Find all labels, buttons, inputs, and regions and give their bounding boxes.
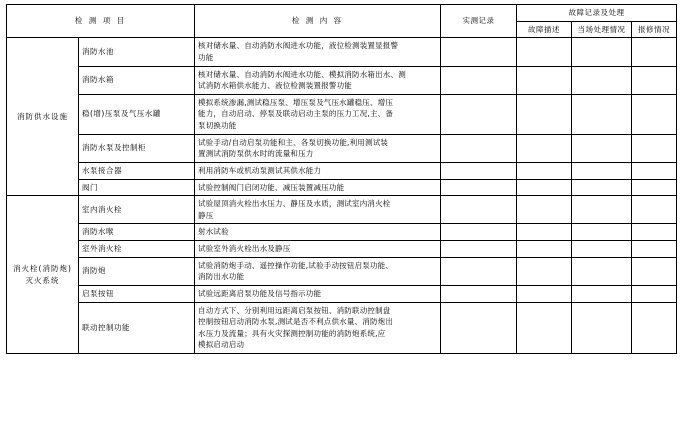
record-cell[interactable] <box>441 94 517 134</box>
inspection-content-line: 核对储水量、自动消防水阀进水功能，液位检测装置显报警 <box>198 41 399 51</box>
inspection-content <box>195 196 441 224</box>
fault-repair-cell[interactable] <box>632 285 677 302</box>
fault-repair-cell[interactable] <box>632 302 677 354</box>
record-cell[interactable] <box>441 38 517 66</box>
table-row <box>7 196 677 224</box>
inspection-item: 消防水喉 <box>79 224 195 241</box>
fault-repair-cell[interactable] <box>632 224 677 241</box>
record-cell[interactable] <box>441 285 517 302</box>
fault-onsite-cell[interactable] <box>572 285 632 302</box>
fault-onsite-cell[interactable] <box>572 241 632 258</box>
inspection-content-line: 模拟系统渗漏,测试稳压泵、增压泵及气压水罐稳压、增压 <box>198 97 394 107</box>
fault-description-cell[interactable] <box>517 66 572 94</box>
fault-onsite-cell[interactable] <box>572 162 632 179</box>
table-row <box>7 134 677 162</box>
inspection-content <box>195 94 441 134</box>
fault-repair-cell[interactable] <box>632 196 677 224</box>
inspection-content-line: 试验消防炮手动、遥控操作功能,试验手动按钮启泵功能、 <box>198 260 394 270</box>
table-header-row-1 <box>7 5 677 22</box>
inspection-content <box>195 224 441 241</box>
inspection-table <box>6 4 677 354</box>
fault-repair-cell[interactable] <box>632 179 677 196</box>
table-row <box>7 162 677 179</box>
fault-description-cell[interactable] <box>517 285 572 302</box>
inspection-content-line: 试验屋顶消火栓出水压力、静压及水质，测试室内消火栓 <box>198 199 391 209</box>
fault-description-cell[interactable] <box>517 94 572 134</box>
header-fault-description: 故障描述 <box>517 21 572 38</box>
inspection-content-line: 试验控制阀门启闭功能、减压装置减压功能 <box>198 182 345 192</box>
header-fault-onsite: 当场处理情况 <box>572 21 632 38</box>
table-row <box>7 302 677 354</box>
fault-onsite-cell[interactable] <box>572 66 632 94</box>
fault-onsite-cell[interactable] <box>572 134 632 162</box>
inspection-content-line: 能力，自动启动、停泵及联动启动主泵的压力工况,主、备 <box>198 109 394 119</box>
table-body <box>7 38 677 354</box>
inspection-content <box>195 179 441 196</box>
inspection-content <box>195 257 441 285</box>
table-row <box>7 257 677 285</box>
inspection-item: 消防水泵及控制柜 <box>79 134 195 162</box>
inspection-content-line: 试消防水箱供水能力、液位检测装置报警功能 <box>198 81 352 91</box>
group-label-text: 消防供水设施 <box>17 111 68 121</box>
inspection-content-line: 静压 <box>198 210 214 220</box>
fault-description-cell[interactable] <box>517 134 572 162</box>
inspection-content <box>195 241 441 258</box>
fault-description-cell[interactable] <box>517 257 572 285</box>
inspection-item: 消防炮 <box>79 257 195 285</box>
inspection-item: 消防水箱 <box>79 66 195 94</box>
inspection-content-line: 泵切换功能 <box>198 121 237 130</box>
inspection-item: 消防水池 <box>79 38 195 66</box>
fault-repair-cell[interactable] <box>632 162 677 179</box>
header-fault: 故障记录及处理 <box>517 5 677 22</box>
inspection-content <box>195 285 441 302</box>
fault-description-cell[interactable] <box>517 196 572 224</box>
group-label <box>7 196 79 354</box>
inspection-content-line: 水压力及流量；具有火灾探测控制功能的消防炮系统,应 <box>198 328 386 338</box>
fault-description-cell[interactable] <box>517 179 572 196</box>
record-cell[interactable] <box>441 196 517 224</box>
inspection-item: 阀门 <box>79 179 195 196</box>
fault-repair-cell[interactable] <box>632 66 677 94</box>
inspection-content-line: 功能 <box>198 52 214 62</box>
fault-description-cell[interactable] <box>517 302 572 354</box>
fault-description-cell[interactable] <box>517 241 572 258</box>
fault-description-cell[interactable] <box>517 162 572 179</box>
record-cell[interactable] <box>441 241 517 258</box>
record-cell[interactable] <box>441 257 517 285</box>
record-cell[interactable] <box>441 302 517 354</box>
inspection-item: 水泵接合器 <box>79 162 195 179</box>
inspection-content-line: 试验远距离启泵功能及信号指示功能 <box>198 288 322 298</box>
group-label-text: 消火栓(消防炮)灭火系统 <box>13 263 72 285</box>
header-item: 检 测 项 目 <box>7 5 195 38</box>
table-row <box>7 241 677 258</box>
inspection-content-line: 模拟启动启动 <box>198 340 245 350</box>
inspection-content <box>195 66 441 94</box>
header-fault-repair: 报修情况 <box>632 21 677 38</box>
table-row <box>7 38 677 66</box>
fault-repair-cell[interactable] <box>632 241 677 258</box>
record-cell[interactable] <box>441 179 517 196</box>
header-content: 检 测 内 容 <box>195 5 441 38</box>
fault-onsite-cell[interactable] <box>572 196 632 224</box>
inspection-content <box>195 134 441 162</box>
fault-description-cell[interactable] <box>517 38 572 66</box>
inspection-content-line: 消防出水功能 <box>198 272 245 282</box>
table-row <box>7 94 677 134</box>
fault-description-cell[interactable] <box>517 224 572 241</box>
header-record: 实测记录 <box>441 5 517 38</box>
inspection-item: 室外消火栓 <box>79 241 195 258</box>
table-row <box>7 224 677 241</box>
inspection-item: 稳(增)压泵及气压水罐 <box>79 94 195 134</box>
table-row <box>7 285 677 302</box>
inspection-item: 联动控制功能 <box>79 302 195 354</box>
inspection-content <box>195 302 441 354</box>
inspection-content <box>195 38 441 66</box>
inspection-item: 室内消火栓 <box>79 196 195 224</box>
inspection-content <box>195 162 441 179</box>
table-row <box>7 66 677 94</box>
fault-onsite-cell[interactable] <box>572 179 632 196</box>
fault-onsite-cell[interactable] <box>572 224 632 241</box>
fault-repair-cell[interactable] <box>632 257 677 285</box>
inspection-content-line: 置测试消防泵供水时的流量和压力 <box>198 149 314 159</box>
record-cell[interactable] <box>441 66 517 94</box>
inspection-content-line: 自动方式下、分别利用远距离启泵按钮、消防联动控制盘 <box>198 305 391 315</box>
table-row <box>7 179 677 196</box>
inspection-item: 启泵按钮 <box>79 285 195 302</box>
record-cell[interactable] <box>441 162 517 179</box>
inspection-content-line: 利用消防车或机动泵测试其供水能力 <box>198 165 322 175</box>
fault-onsite-cell[interactable] <box>572 302 632 354</box>
inspection-content-line: 核对储水量、自动消防水阀进水功能、模拟消防水箱出水、测 <box>198 69 406 79</box>
inspection-content-line: 试验手动/自动启泵功能和主、各泵切换功能,利用测试装 <box>198 137 389 147</box>
inspection-content-line: 控制按钮启动消防水泵,测试是否不利点供水量、消防炮出 <box>198 317 394 327</box>
record-cell[interactable] <box>441 134 517 162</box>
fault-repair-cell[interactable] <box>632 94 677 134</box>
inspection-content-line: 试验室外消火栓出水及静压 <box>198 244 291 253</box>
fault-repair-cell[interactable] <box>632 134 677 162</box>
fault-onsite-cell[interactable] <box>572 38 632 66</box>
fault-onsite-cell[interactable] <box>572 94 632 134</box>
fault-repair-cell[interactable] <box>632 38 677 66</box>
record-cell[interactable] <box>441 224 517 241</box>
group-label <box>7 38 79 196</box>
inspection-content-line: 射水试验 <box>198 227 229 237</box>
fault-onsite-cell[interactable] <box>572 257 632 285</box>
